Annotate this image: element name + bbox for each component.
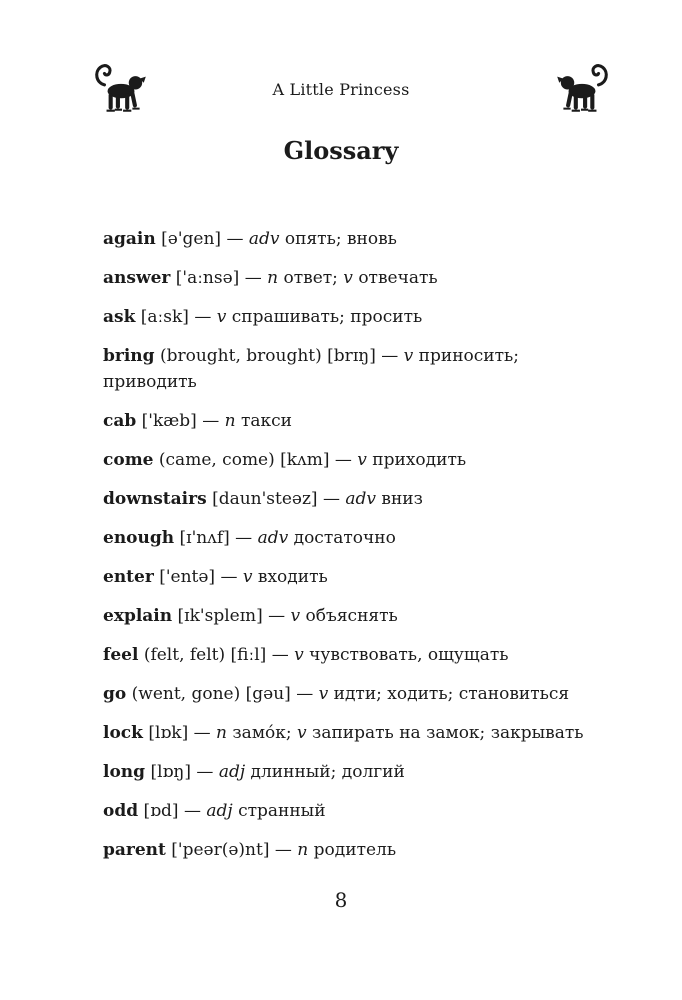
part-of-speech: v <box>403 346 414 366</box>
dash: — <box>274 840 292 860</box>
glossary-entry <box>103 525 593 551</box>
glossary-entry <box>103 408 593 434</box>
word-forms: (brought, brought) <box>159 346 322 366</box>
dash: — <box>268 606 286 626</box>
translation: достаточно <box>293 528 396 548</box>
translation: опять; вновь <box>284 229 397 249</box>
translation: входить <box>257 567 328 587</box>
headword: come <box>103 450 154 470</box>
glossary-entry <box>103 343 593 395</box>
word-forms: (came, come) <box>158 450 275 470</box>
part-of-speech: v <box>318 684 329 704</box>
glossary-entry <box>103 720 593 746</box>
dash: — <box>235 528 253 548</box>
dash: — <box>334 450 352 470</box>
transcription: ['kæb] <box>141 411 197 431</box>
headword: long <box>103 762 146 782</box>
translation: такси <box>240 411 292 431</box>
glossary-entry <box>103 837 593 863</box>
transcription: [fiːl] <box>230 645 267 665</box>
headword: go <box>103 684 127 704</box>
glossary-entry <box>103 603 593 629</box>
transcription: [ɪ'nʌf] <box>179 528 230 548</box>
translation: отвечать <box>358 268 438 288</box>
part-of-speech: n <box>297 840 309 860</box>
headword: downstairs <box>103 489 207 509</box>
part-of-speech: n <box>267 268 279 288</box>
transcription: [lɒk] <box>148 723 189 743</box>
translation: спрашивать; просить <box>231 307 423 327</box>
part-of-speech: adj <box>206 801 233 821</box>
dash: — <box>183 801 201 821</box>
dash: — <box>220 567 238 587</box>
word-forms: (went, gone) <box>131 684 241 704</box>
translation: идти; ходить; становиться <box>333 684 570 704</box>
part-of-speech: v <box>297 723 307 743</box>
part-of-speech: v <box>294 645 304 665</box>
dash: — <box>193 723 211 743</box>
headword: lock <box>103 723 143 743</box>
transcription: ['aːnsə] <box>175 268 240 288</box>
headword: again <box>103 229 156 249</box>
translation: вниз <box>381 489 423 509</box>
transcription: ['peər(ə)nt] <box>171 840 270 860</box>
transcription: [kʌm] <box>280 450 330 470</box>
translation: родитель <box>313 840 397 860</box>
dash: — <box>196 762 214 782</box>
transcription: [gəu] <box>245 684 291 704</box>
page-title: Glossary <box>283 136 399 165</box>
part-of-speech: adv <box>248 229 280 249</box>
dash: — <box>202 411 220 431</box>
glossary-entry <box>103 798 593 824</box>
dash: — <box>226 229 244 249</box>
part-of-speech: v <box>343 268 353 288</box>
translation: ответ; <box>283 268 338 288</box>
glossary-entry <box>103 265 593 291</box>
glossary-list <box>103 226 593 876</box>
part-of-speech: v <box>242 567 253 587</box>
translation: странный <box>238 801 326 821</box>
headword: enough <box>103 528 175 548</box>
glossary-entry <box>103 447 593 473</box>
part-of-speech: adv <box>345 489 376 509</box>
translation: замо́к; <box>232 723 292 743</box>
dash: — <box>194 307 212 327</box>
translation: приходить <box>372 450 467 470</box>
dash: — <box>322 489 340 509</box>
transcription: [aːsk] <box>140 307 189 327</box>
translation: запирать на замок; закрывать <box>312 723 584 743</box>
translation: приносить; приводить <box>103 346 520 392</box>
glossary-entry <box>103 681 593 707</box>
transcription: [daun'steəz] <box>212 489 318 509</box>
dash: — <box>271 645 289 665</box>
headword: ask <box>103 307 136 327</box>
headword: cab <box>103 411 137 431</box>
glossary-entry <box>103 226 593 252</box>
headword: feel <box>103 645 139 665</box>
translation: длинный; долгий <box>250 762 405 782</box>
transcription: [ə'gen] <box>161 229 222 249</box>
headword: enter <box>103 567 154 587</box>
transcription: [ɒd] <box>143 801 179 821</box>
glossary-entry <box>103 642 593 668</box>
glossary-entry <box>103 564 593 590</box>
headword: bring <box>103 346 155 366</box>
part-of-speech: adv <box>257 528 289 548</box>
part-of-speech: adj <box>218 762 246 782</box>
headword: explain <box>103 606 173 626</box>
dash: — <box>296 684 314 704</box>
dash: — <box>244 268 262 288</box>
glossary-entry <box>103 486 593 512</box>
headword: answer <box>103 268 171 288</box>
headword: parent <box>103 840 166 860</box>
transcription: [brɪŋ] <box>327 346 376 366</box>
part-of-speech: n <box>216 723 227 743</box>
running-title: A Little Princess <box>272 80 410 99</box>
translation: объяснять <box>305 606 398 626</box>
transcription: [ɪk'spleɪn] <box>177 606 263 626</box>
transcription: ['entə] <box>159 567 216 587</box>
part-of-speech: v <box>216 307 227 327</box>
part-of-speech: v <box>357 450 367 470</box>
word-forms: (felt, felt) <box>143 645 226 665</box>
glossary-entry <box>103 759 593 785</box>
dash: — <box>381 346 399 366</box>
page-number: 8 <box>334 888 348 912</box>
part-of-speech: n <box>224 411 236 431</box>
part-of-speech: v <box>290 606 301 626</box>
glossary-entry <box>103 304 593 330</box>
headword: odd <box>103 801 139 821</box>
translation: чувствовать, ощущать <box>309 645 509 665</box>
transcription: [lɒŋ] <box>150 762 191 782</box>
